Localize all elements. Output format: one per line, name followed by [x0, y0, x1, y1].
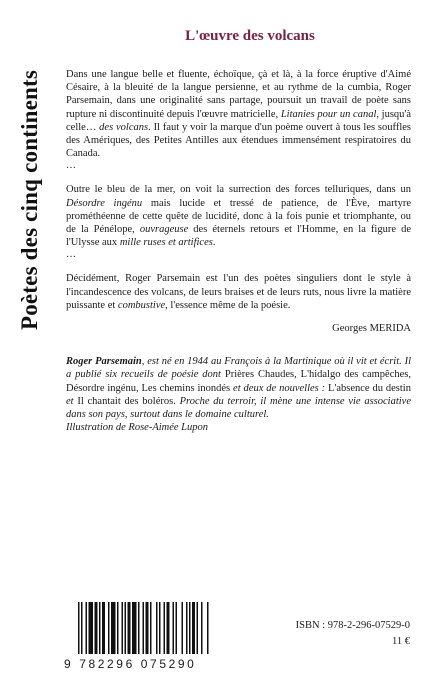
- author-biography: [66, 355, 411, 421]
- barcode-bar: [173, 602, 175, 654]
- barcode-bar: [207, 602, 209, 654]
- barcode-bar: [95, 602, 98, 654]
- barcode-bar: [182, 602, 184, 654]
- text-run: Outre le bleu de la mer, on voit la surrection des forces telluriques, dans un: [66, 184, 411, 196]
- text-run: Désordre ingénu: [66, 197, 143, 209]
- illustration-credit: Illustration de Rose-Aimée Lupon: [66, 422, 209, 434]
- text-run: Il chantait des boléros.: [77, 395, 176, 407]
- barcode-bar: [117, 602, 119, 654]
- ellipsis-1: …: [66, 160, 76, 172]
- text-run: . Il faut y voir la marque d'un poème ouvert à tous les souffles des Amériques, des Petites Antilles aux étendues immensément respiratoires du Canada.: [66, 121, 411, 160]
- paragraph-2: [66, 183, 411, 249]
- paragraph-3: [66, 272, 411, 312]
- text-run: et: [66, 395, 78, 407]
- text-run: des volcans: [99, 121, 149, 133]
- ellipsis-2: …: [66, 249, 76, 261]
- barcode-bar: [102, 602, 105, 654]
- barcode-bar: [111, 602, 116, 654]
- text-run: , l'essence même de la poésie.: [165, 299, 291, 311]
- barcode-number: 9 782296 075290: [64, 657, 197, 671]
- text-run: mais lucide et tressé de patience, de l'Ève, martyre prométhéenne de cette quête de lucidité, donc à la fois punie et triomphante, ou de la Pénélope,: [66, 197, 411, 236]
- text-run: mille ruses et artifices: [119, 237, 213, 249]
- text-run: Dans une langue belle et fluente, échoïque, çà et là, à la force éruptive d'Aimé Césaire, à la bleuité de la langue persienne, et au rythme de la cumbia, Roger Parsemain, dans une originalité sans partage, poursuit un travail de poète sans rupture ni discontinuité depuis l'œuvre matricielle,: [66, 69, 411, 120]
- barcode-bar: [201, 602, 203, 654]
- text-run: Décidément, Roger Parsemain est l'un des poètes singuliers dont le style à l'incandescence des volcans, de leurs braises et de leurs ruts, nous livre la matière puissante et: [66, 273, 411, 311]
- text-run: des éternels retours et l'Homme, en la figure de l'Ulysse aux: [66, 224, 411, 249]
- text-run: ouvrageuse: [139, 224, 189, 236]
- text-run: combustive: [117, 299, 166, 311]
- text-run: , jusqu'à celle…: [66, 108, 411, 133]
- barcode-bar: [197, 602, 199, 654]
- barcode-bars: [64, 600, 224, 658]
- barcode-bar: [186, 602, 188, 654]
- barcode-bar: [89, 602, 94, 654]
- barcode-bar: [122, 602, 124, 654]
- spine-series-title: [8, 20, 52, 380]
- barcode-bar: [189, 602, 191, 654]
- text-run: , est né en 1944 au François à la Martinique où il vit et écrit. Il a publié six recueils de poésie dont: [66, 356, 412, 381]
- barcode-bar: [99, 602, 101, 654]
- text-run: Litanies pour un canal: [280, 108, 377, 120]
- barcode-bar: [143, 602, 145, 654]
- paragraph-1: [66, 68, 411, 160]
- barcode-bar: [78, 602, 80, 654]
- barcode-bar: [156, 602, 158, 654]
- text-run: et deux de nouvelles :: [230, 382, 329, 394]
- barcode-bar: [167, 602, 170, 654]
- back-cover-text: [66, 68, 411, 434]
- isbn-block: [296, 618, 410, 650]
- book-title: L'œuvre des volcans: [185, 28, 315, 44]
- barcode-bar: [146, 602, 149, 654]
- price: 11 €: [392, 636, 410, 647]
- barcode-bar: [150, 602, 152, 654]
- series-title-text: Poètes des cinq continents: [17, 69, 43, 331]
- text-run: Roger Parsemain: [66, 356, 142, 368]
- author-signature: Georges MERIDA: [332, 323, 411, 335]
- barcode-bar: [128, 602, 131, 654]
- barcode-bar: [176, 602, 178, 654]
- barcode-bar: [86, 602, 88, 654]
- barcode-bar: [159, 602, 161, 654]
- barcode-bar: [192, 602, 195, 654]
- barcode-bar: [138, 602, 140, 654]
- barcode-bar: [125, 602, 127, 654]
- text-run: L'absence du destin: [328, 382, 411, 394]
- barcode-bar: [81, 602, 83, 654]
- barcode-bar: [132, 602, 137, 654]
- text-run: Proche du terroir, il mène une intense vie associative dans son pays, surtout dans le domaine culturel.: [66, 395, 411, 421]
- isbn-number: ISBN : 978-2-296-07529-0: [295, 620, 410, 631]
- barcode: [64, 600, 224, 672]
- text-run: Prières Chaudes, L'hidalgo des campêches, Désordre ingénu, Les chemins inondés: [66, 369, 411, 394]
- text-run: .: [212, 237, 216, 249]
- barcode-bar: [164, 602, 166, 654]
- barcode-bar: [108, 602, 110, 654]
